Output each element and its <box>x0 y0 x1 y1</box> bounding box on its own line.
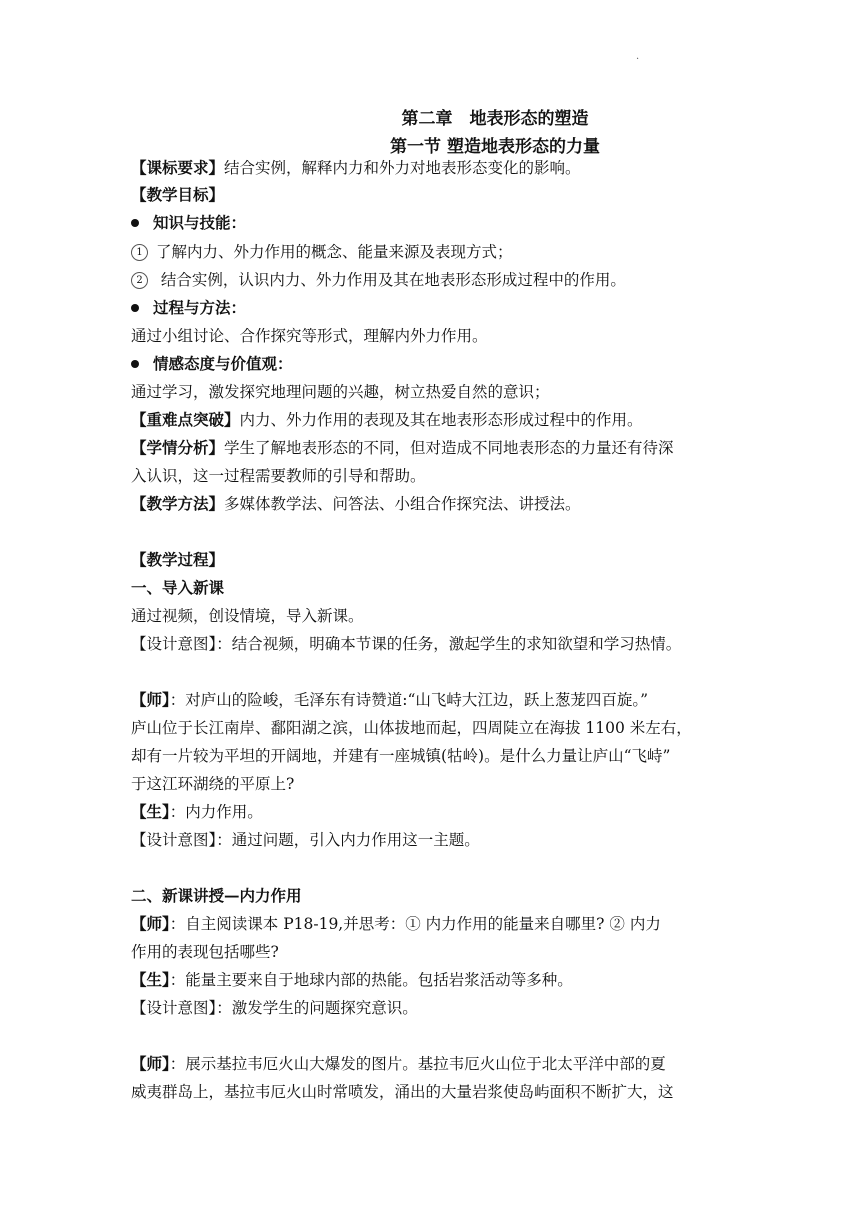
teacher-line <box>131 914 736 934</box>
part1-heading: 一、导入新课 <box>131 578 225 597</box>
teaching-process-label: 【教学过程】 <box>131 550 225 569</box>
process-heading-line <box>131 298 736 318</box>
chapter-title: 第二章 地表形态的塑造 <box>401 109 589 129</box>
knowledge-heading: 知识与技能： <box>153 213 247 232</box>
part1-text: 通过视频，创设情境，导入新课。 <box>131 607 364 625</box>
teacher-text-line: 威夷群岛上，基拉韦厄火山时常喷发，涌出的大量岩浆使岛屿面积不断扩大，这 <box>131 1083 674 1101</box>
key-points-line <box>131 410 736 430</box>
bullet-icon <box>131 219 139 227</box>
attitude-heading: 情感态度与价值观： <box>153 354 293 373</box>
teacher-text-line: 却有一片较为平坦的开阔地，并建有一座城镇(牯岭)。是什么力量让庐山“飞峙” <box>131 747 671 765</box>
bullet-icon <box>131 304 139 312</box>
part2-heading: 二、新课讲授—内力作用 <box>131 886 302 905</box>
key-points-text: 内力、外力作用的表现及其在地表形态形成过程中的作用。 <box>239 411 643 429</box>
teacher-text-line: 庐山位于长江南岸、鄱阳湖之滨，山体拔地而起，四周陡立在海拔 1100 米左右， <box>131 719 692 737</box>
knowledge-item-2 <box>131 270 736 290</box>
student-label: 【生】 <box>131 802 170 821</box>
teacher-text: ：自主阅读课本 P18-19,并思考：① 内力作用的能量来自哪里? ② 内力 <box>169 915 661 933</box>
teacher-text: ：展示基拉韦厄火山大爆发的图片。基拉韦厄火山位于北太平洋中部的夏 <box>169 1055 666 1073</box>
methods-line <box>131 494 736 514</box>
design-intent-line: 【设计意图】：激发学生的问题探究意识。 <box>131 999 418 1017</box>
teacher-text-line: 于这江环湖绕的平原上? <box>131 775 295 793</box>
teacher-line <box>131 1054 736 1074</box>
process-heading: 过程与方法： <box>153 298 247 317</box>
student-line <box>131 970 736 990</box>
attitude-text: 通过学习，激发探究地理问题的兴趣，树立热爱自然的意识； <box>131 383 550 401</box>
knowledge-item-1 <box>131 242 736 262</box>
analysis-label: 【学情分析】 <box>131 438 225 457</box>
knowledge-item-text: 结合实例，认识内力、外力作用及其在地表形态形成过程中的作用。 <box>156 271 626 289</box>
student-text: ：内力作用。 <box>169 803 263 821</box>
knowledge-item-text: 了解内力、外力作用的概念、能量来源及表现方式； <box>156 243 513 261</box>
section-title: 第一节 塑造地表形态的力量 <box>390 137 600 157</box>
design-intent-line: 【设计意图】：通过问题，引入内力作用这一主题。 <box>131 831 480 849</box>
teacher-label: 【师】 <box>131 690 170 709</box>
process-text: 通过小组讨论、合作探究等形式，理解内外力作用。 <box>131 327 488 345</box>
student-label: 【生】 <box>131 970 170 989</box>
teacher-text: ：对庐山的险峻，毛泽东有诗赞道:“山飞峙大江边，跃上葱茏四百旋。” <box>169 691 649 709</box>
teacher-line <box>131 690 736 710</box>
part1-design: 【设计意图】：结合视频，明确本节课的任务，激起学生的求知欲望和学习热情。 <box>131 635 682 653</box>
student-line <box>131 802 736 822</box>
circled-number-icon: 2 <box>131 272 148 289</box>
page-mark: · <box>636 54 640 65</box>
attitude-heading-line <box>131 354 736 374</box>
analysis-line-2: 入认识，这一过程需要教师的引导和帮助。 <box>131 467 426 485</box>
teacher-label: 【师】 <box>131 914 170 933</box>
knowledge-heading-line <box>131 213 736 233</box>
requirements-label: 【课标要求】 <box>131 158 225 177</box>
methods-label: 【教学方法】 <box>131 494 225 513</box>
requirements-text: 结合实例，解释内力和外力对地表形态变化的影响。 <box>224 159 581 177</box>
methods-text: 多媒体教学法、问答法、小组合作探究法、讲授法。 <box>224 495 581 513</box>
analysis-line-1 <box>131 438 736 458</box>
requirements-line <box>131 158 736 178</box>
student-text: ：能量主要来自于地球内部的热能。包括岩浆活动等多种。 <box>169 971 573 989</box>
teacher-text-line: 作用的表现包括哪些? <box>131 943 279 961</box>
analysis-text: 学生了解地表形态的不同，但对造成不同地表形态的力量还有待深 <box>224 439 674 457</box>
bullet-icon <box>131 360 139 368</box>
teacher-label: 【师】 <box>131 1054 170 1073</box>
key-points-label: 【重难点突破】 <box>131 410 240 429</box>
goals-label: 【教学目标】 <box>131 185 225 204</box>
circled-number-icon: 1 <box>131 244 148 261</box>
